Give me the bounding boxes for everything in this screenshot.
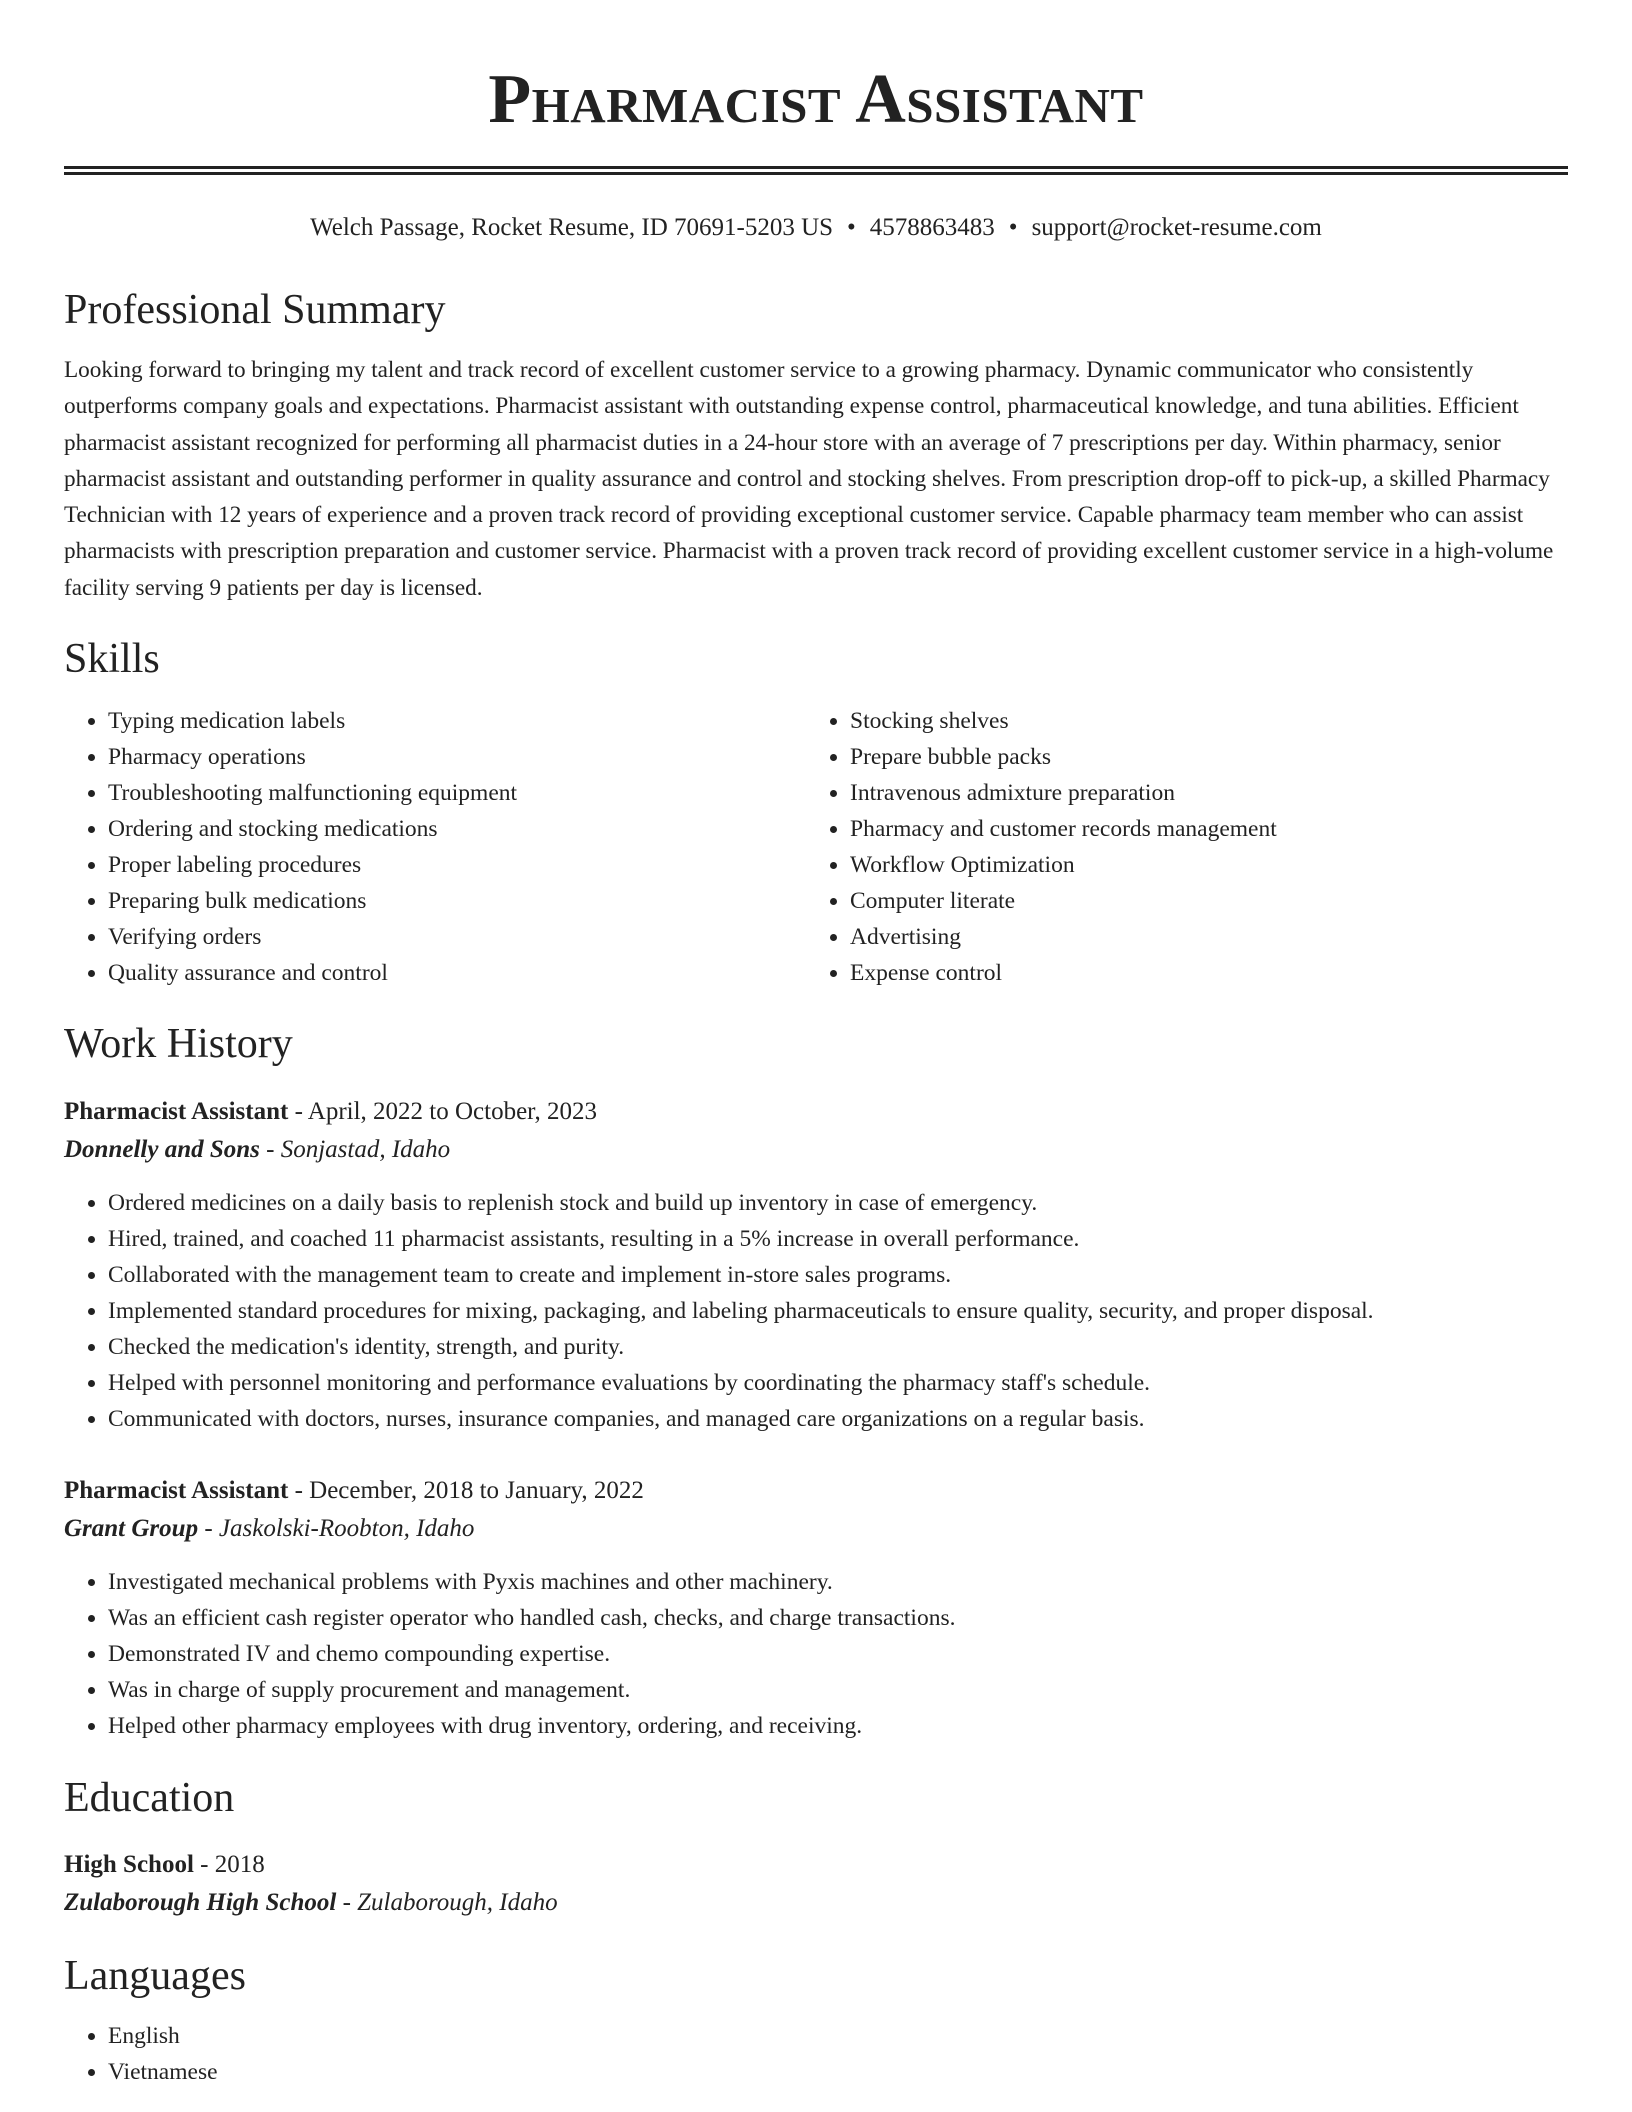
skill-item: • Ordering and stocking medications <box>108 811 806 847</box>
job-title-line <box>64 1472 1568 1510</box>
skills-heading: Skills <box>64 636 160 683</box>
language-item: • Vietnamese <box>108 2054 1568 2090</box>
job-entry <box>64 1093 1568 1437</box>
skill-item: • Pharmacy and customer records management <box>850 811 1548 847</box>
job-company: Donnelly and Sons <box>64 1136 260 1164</box>
job-title-line <box>64 1093 1568 1131</box>
job-duty: • Was in charge of supply procurement and management. <box>108 1672 1568 1708</box>
job-duty: • Helped other pharmacy employees with drug inventory, ordering, and receiving. <box>108 1708 1568 1744</box>
contact-email[interactable]: support@rocket-resume.com <box>1031 214 1322 241</box>
job-duty: • Hired, trained, and coached 11 pharmacist assistants, resulting in a 5% increase in overall performance. <box>108 1221 1568 1257</box>
skill-item: • Stocking shelves <box>850 703 1548 739</box>
job-duty: • Ordered medicines on a daily basis to replenish stock and build up inventory in case of emergency. <box>108 1185 1568 1221</box>
skill-item: • Preparing bulk medications <box>108 883 806 919</box>
contact-address: Welch Passage, Rocket Resume, ID 70691-5203 US <box>310 214 834 241</box>
education-heading: Education <box>64 1775 235 1822</box>
skill-item: • Expense control <box>850 955 1548 991</box>
skill-item: • Troubleshooting malfunctioning equipment <box>108 775 806 811</box>
skill-item: • Computer literate <box>850 883 1548 919</box>
job-dates: - December, 2018 to January, 2022 <box>288 1477 644 1505</box>
skill-item: • Workflow Optimization <box>850 847 1548 883</box>
job-company-line <box>64 1131 1568 1169</box>
skill-item: • Verifying orders <box>108 919 806 955</box>
job-duties <box>64 1185 1568 1437</box>
skill-item: • Advertising <box>850 919 1548 955</box>
education-school-line <box>64 1884 1568 1922</box>
job-duty: • Checked the medication's identity, strength, and purity. <box>108 1329 1568 1365</box>
summary-heading: Professional Summary <box>64 287 446 333</box>
job-location: - Jaskolski-Roobton, Idaho <box>198 1515 475 1543</box>
job-title: Pharmacist Assistant <box>64 1477 289 1505</box>
contact-line <box>64 212 1568 244</box>
skills-column-left <box>64 703 806 991</box>
job-title: Pharmacist Assistant <box>64 1098 289 1126</box>
work-history-heading: Work History <box>64 1021 293 1068</box>
languages-heading: Languages <box>64 1953 246 2000</box>
job-location: - Sonjastad, Idaho <box>259 1136 451 1164</box>
skill-item: • Pharmacy operations <box>108 739 806 775</box>
skill-item: • Typing medication labels <box>108 703 806 739</box>
job-company: Grant Group <box>64 1515 199 1543</box>
job-duty: • Demonstrated IV and chemo compounding expertise. <box>108 1636 1568 1672</box>
skill-item: • Prepare bubble packs <box>850 739 1548 775</box>
skill-item: • Proper labeling procedures <box>108 847 806 883</box>
contact-separator: • <box>847 214 856 241</box>
language-item: • English <box>108 2018 1568 2054</box>
job-duty: • Was an efficient cash register operator who handled cash, checks, and charge transactions. <box>108 1600 1568 1636</box>
skills-column-right <box>806 703 1548 991</box>
resume-name: Pharmacist Assistant <box>488 61 1144 138</box>
job-duty: • Collaborated with the management team to create and implement in-store sales programs. <box>108 1257 1568 1293</box>
skill-item: • Intravenous admixture preparation <box>850 775 1548 811</box>
job-dates: - April, 2022 to October, 2023 <box>288 1098 597 1126</box>
languages-list <box>64 2018 1568 2090</box>
job-company-line <box>64 1510 1568 1548</box>
contact-phone[interactable]: 4578863483 <box>869 214 995 241</box>
job-duty: • Investigated mechanical problems with Pyxis machines and other machinery. <box>108 1564 1568 1600</box>
education-year: - 2018 <box>193 1851 265 1879</box>
job-duty: • Communicated with doctors, nurses, insurance companies, and managed care organizations on a regular basis. <box>108 1401 1568 1437</box>
contact-separator: • <box>1008 214 1018 241</box>
education-degree-line <box>64 1846 1568 1884</box>
job-duty: • Helped with personnel monitoring and performance evaluations by coordinating the pharmacy staff's schedule. <box>108 1365 1568 1401</box>
summary-text: Looking forward to bringing my talent and track record of excellent customer service to a growing pharmacy. Dynamic communicator who consistently outperforms company goals and expectations. Pharmacist assistant with outstanding expense control, pharmaceutical knowledge, and tuna abilities. Efficient pharmacist assistant recognized for performing all pharmacist duties in a 24-hour store with an average of 7 prescriptions per day. Within pharmacy, senior pharmacist assistant and outstanding performer in quality assurance and control and stocking shelves. From prescription drop-off to pick-up, a skilled Pharmacy Technician with 12 years of experience and a proven track record of providing exceptional customer service. Capable pharmacy team member who can assist pharmacists with prescription preparation and customer service. Pharmacist with a proven track record of providing excellent customer service in a high-volume facility serving 9 patients per day is licensed. <box>64 357 1554 601</box>
education-school: Zulaborough High School <box>64 1889 337 1917</box>
job-duty: • Implemented standard procedures for mixing, packaging, and labeling pharmaceuticals to ensure quality, security, and proper disposal. <box>108 1293 1568 1329</box>
job-entry <box>64 1472 1568 1744</box>
education-location: - Zulaborough, Idaho <box>336 1889 558 1917</box>
education-degree: High School <box>64 1851 194 1879</box>
skill-item: • Quality assurance and control <box>108 955 806 991</box>
education-entry <box>64 1846 1568 1922</box>
skills-list <box>64 703 1568 991</box>
header-divider <box>64 166 1568 175</box>
job-duties <box>64 1564 1568 1744</box>
